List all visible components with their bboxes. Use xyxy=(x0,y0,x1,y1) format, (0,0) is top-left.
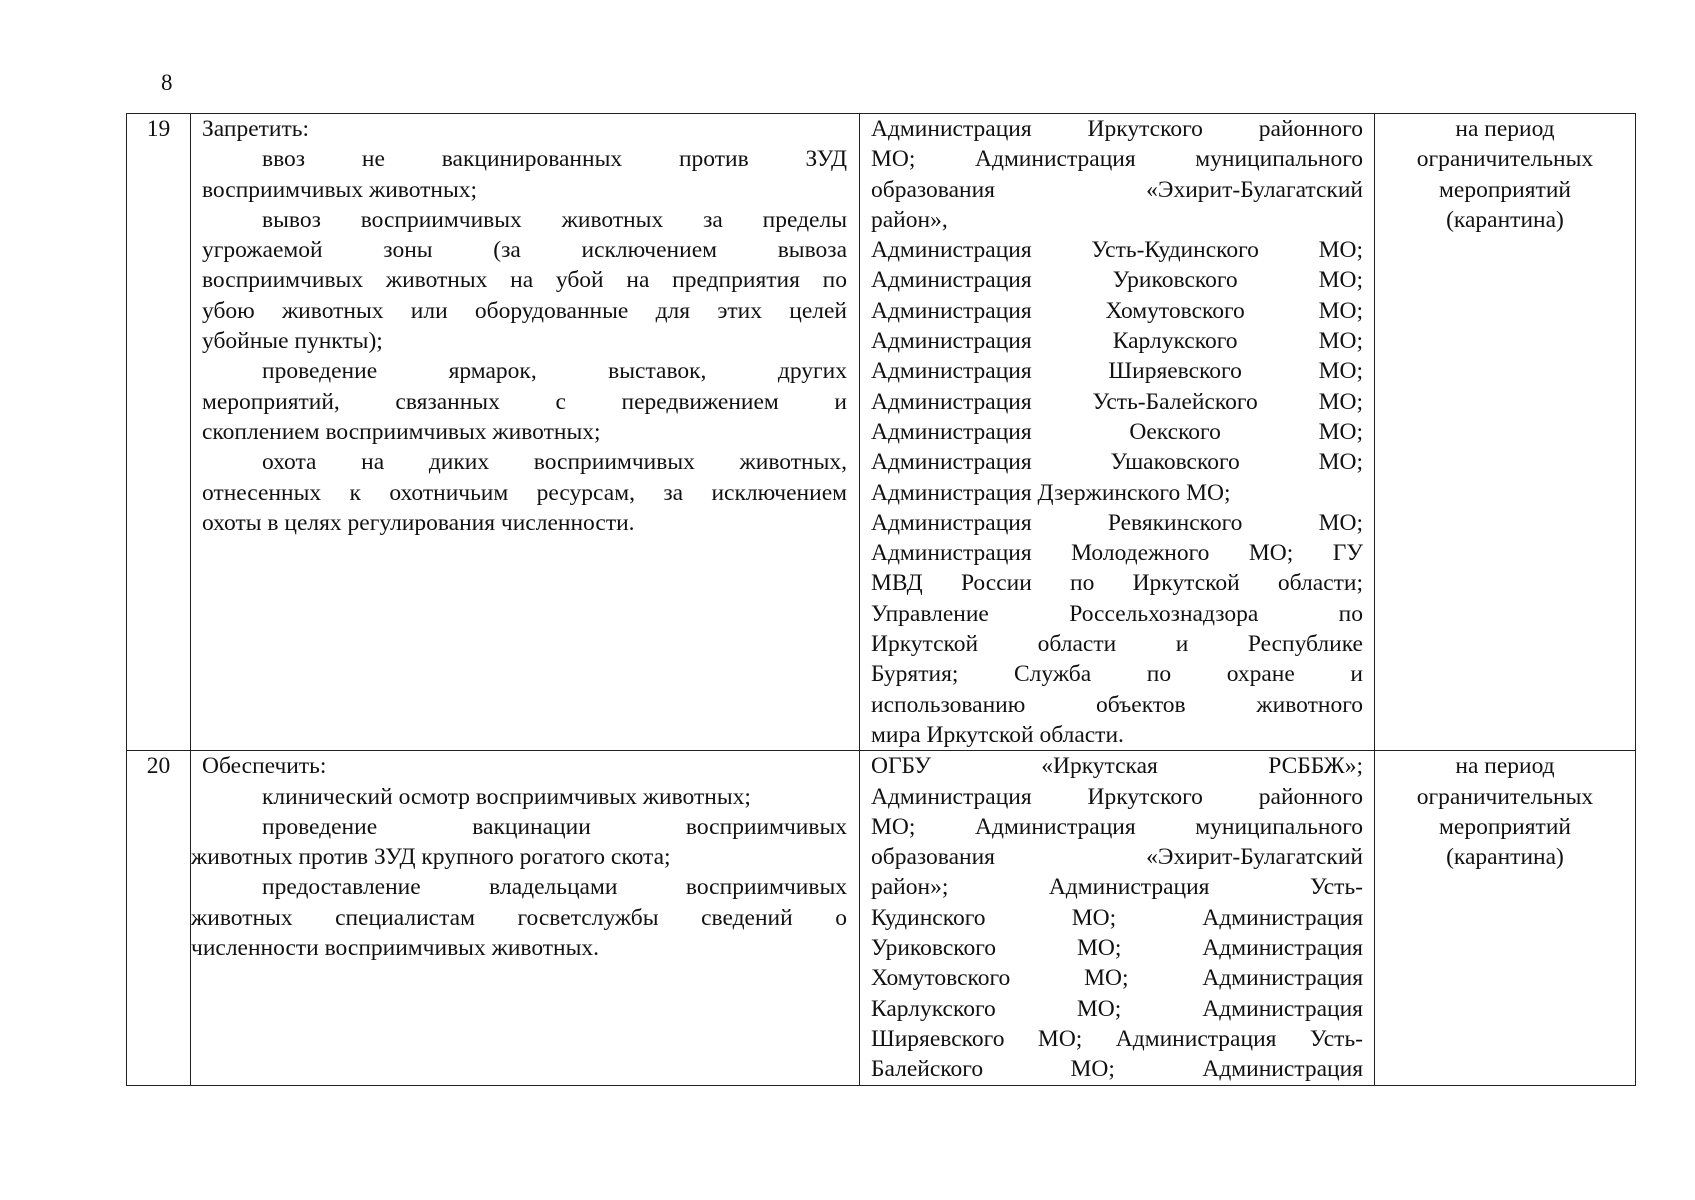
responsible-text-line: Администрация Карлукского МО; xyxy=(871,328,1363,355)
responsible-text-line: Администрация Усть-Кудинского МО; xyxy=(871,237,1363,264)
measure-text-line: животных против ЗУД крупного рогатого скота; xyxy=(191,844,671,871)
responsible-text-line: Администрация Хомутовского МО; xyxy=(871,297,1363,324)
measure-text-line: проведение вакцинации восприимчивых xyxy=(262,813,847,840)
table-row xyxy=(127,751,1636,1085)
term-text-line: мероприятий xyxy=(1439,813,1571,840)
responsible-text-line: Администрация Усть-Балейского МО; xyxy=(871,388,1363,415)
table-body xyxy=(127,114,1636,1086)
responsible-cell xyxy=(860,114,1375,751)
responsible-text-line: Балейского МО; Администрация xyxy=(871,1056,1363,1083)
table-row xyxy=(127,114,1636,751)
responsible-text-line: Карлукского МО; Администрация xyxy=(871,995,1363,1022)
term-text-line: (карантина) xyxy=(1446,844,1564,871)
responsible-text-line: образования «Эхирит-Булагатский xyxy=(871,176,1363,203)
responsible-cell xyxy=(860,751,1375,1085)
term-cell xyxy=(1375,751,1636,1085)
measure-text-line: Обеспечить: xyxy=(202,753,327,780)
measure-text-line: животных специалистам госветслужбы сведений о xyxy=(191,904,847,931)
measure-text-line: убою животных или оборудованные для этих целей xyxy=(202,297,847,324)
responsible-text-line: МВД России по Иркутской области; xyxy=(871,570,1363,597)
responsible-text-line: Управление Россельхознадзора по xyxy=(871,600,1363,627)
responsible-text-line: Уриковского МО; Администрация xyxy=(871,935,1363,962)
responsible-text-line: Администрация Иркутского районного xyxy=(871,116,1363,142)
responsible-text-line: образования «Эхирит-Булагатский xyxy=(871,844,1363,871)
measure-text-line: предоставление владельцами восприимчивых xyxy=(262,874,847,901)
responsible-text-line: Бурятия; Служба по охране и xyxy=(871,661,1363,688)
responsible-text-line: Администрация Оекского МО; xyxy=(871,418,1363,445)
measures-table xyxy=(126,113,1636,1086)
term-text-line: (карантина) xyxy=(1446,206,1564,233)
row-number: 19 xyxy=(127,114,191,751)
responsible-text-line: МО; Администрация муниципального xyxy=(871,146,1363,173)
responsible-text-line: Кудинского МО; Администрация xyxy=(871,904,1363,931)
responsible-text-line: использованию объектов животного xyxy=(871,691,1363,718)
measures-cell xyxy=(191,114,860,751)
term-text-line: мероприятий xyxy=(1439,176,1571,203)
responsible-text-line: Администрация Уриковского МО; xyxy=(871,267,1363,294)
row-number: 20 xyxy=(127,751,191,1085)
measure-text-line: ввоз не вакцинированных против ЗУД xyxy=(262,146,847,173)
term-text-line: ограничительных xyxy=(1416,146,1594,173)
responsible-text-line: район»; Администрация Усть- xyxy=(871,874,1363,901)
responsible-text-line: Иркутской области и Республике xyxy=(871,631,1363,658)
term-text-line: на период xyxy=(1455,116,1555,142)
term-text-line: на период xyxy=(1455,753,1555,780)
responsible-text-line: Администрация Молодежного МО; ГУ xyxy=(871,540,1363,567)
measure-text-line: Запретить: xyxy=(202,116,310,142)
measure-text-line: мероприятий, связанных с передвижением и xyxy=(202,388,847,415)
measure-text-line: численности восприимчивых животных. xyxy=(191,935,600,962)
responsible-text-line: Администрация Ушаковского МО; xyxy=(871,449,1363,476)
responsible-text-line: Администрация Иркутского районного xyxy=(871,783,1363,810)
measure-text-line: скоплением восприимчивых животных; xyxy=(202,418,601,445)
responsible-text-line: ОГБУ «Иркутская РСББЖ»; xyxy=(871,753,1363,780)
measure-text-line: угрожаемой зоны (за исключением вывоза xyxy=(202,237,847,264)
measures-cell xyxy=(191,751,860,1085)
measure-text-line: убойные пункты); xyxy=(202,328,383,355)
term-text-line: ограничительных xyxy=(1416,783,1594,810)
measure-text-line: восприимчивых животных; xyxy=(202,176,478,203)
measure-text-line: восприимчивых животных на убой на предприятия по xyxy=(202,267,847,294)
responsible-text-line: Ширяевского МО; Администрация Усть- xyxy=(871,1025,1363,1052)
responsible-text-line: район», xyxy=(871,206,948,233)
measure-text-line: отнесенных к охотничьим ресурсам, за исключением xyxy=(202,479,847,506)
responsible-text-line: мира Иркутской области. xyxy=(871,721,1124,748)
responsible-text-line: Хомутовского МО; Администрация xyxy=(871,965,1363,992)
responsible-text-line: МО; Администрация муниципального xyxy=(871,813,1363,840)
responsible-text-line: Администрация Дзержинского МО; xyxy=(871,479,1231,506)
page-number: 8 xyxy=(161,70,173,95)
measure-text-line: охота на диких восприимчивых животных, xyxy=(262,449,847,476)
measure-text-line: клинический осмотр восприимчивых животных; xyxy=(262,783,751,810)
measure-text-line: охоты в целях регулирования численности. xyxy=(202,509,635,536)
responsible-text-line: Администрация Ширяевского МО; xyxy=(871,358,1363,385)
responsible-text-line: Администрация Ревякинского МО; xyxy=(871,509,1363,536)
measure-text-line: вывоз восприимчивых животных за пределы xyxy=(262,206,847,233)
measure-text-line: проведение ярмарок, выставок, других xyxy=(262,358,847,385)
term-cell xyxy=(1375,114,1636,751)
